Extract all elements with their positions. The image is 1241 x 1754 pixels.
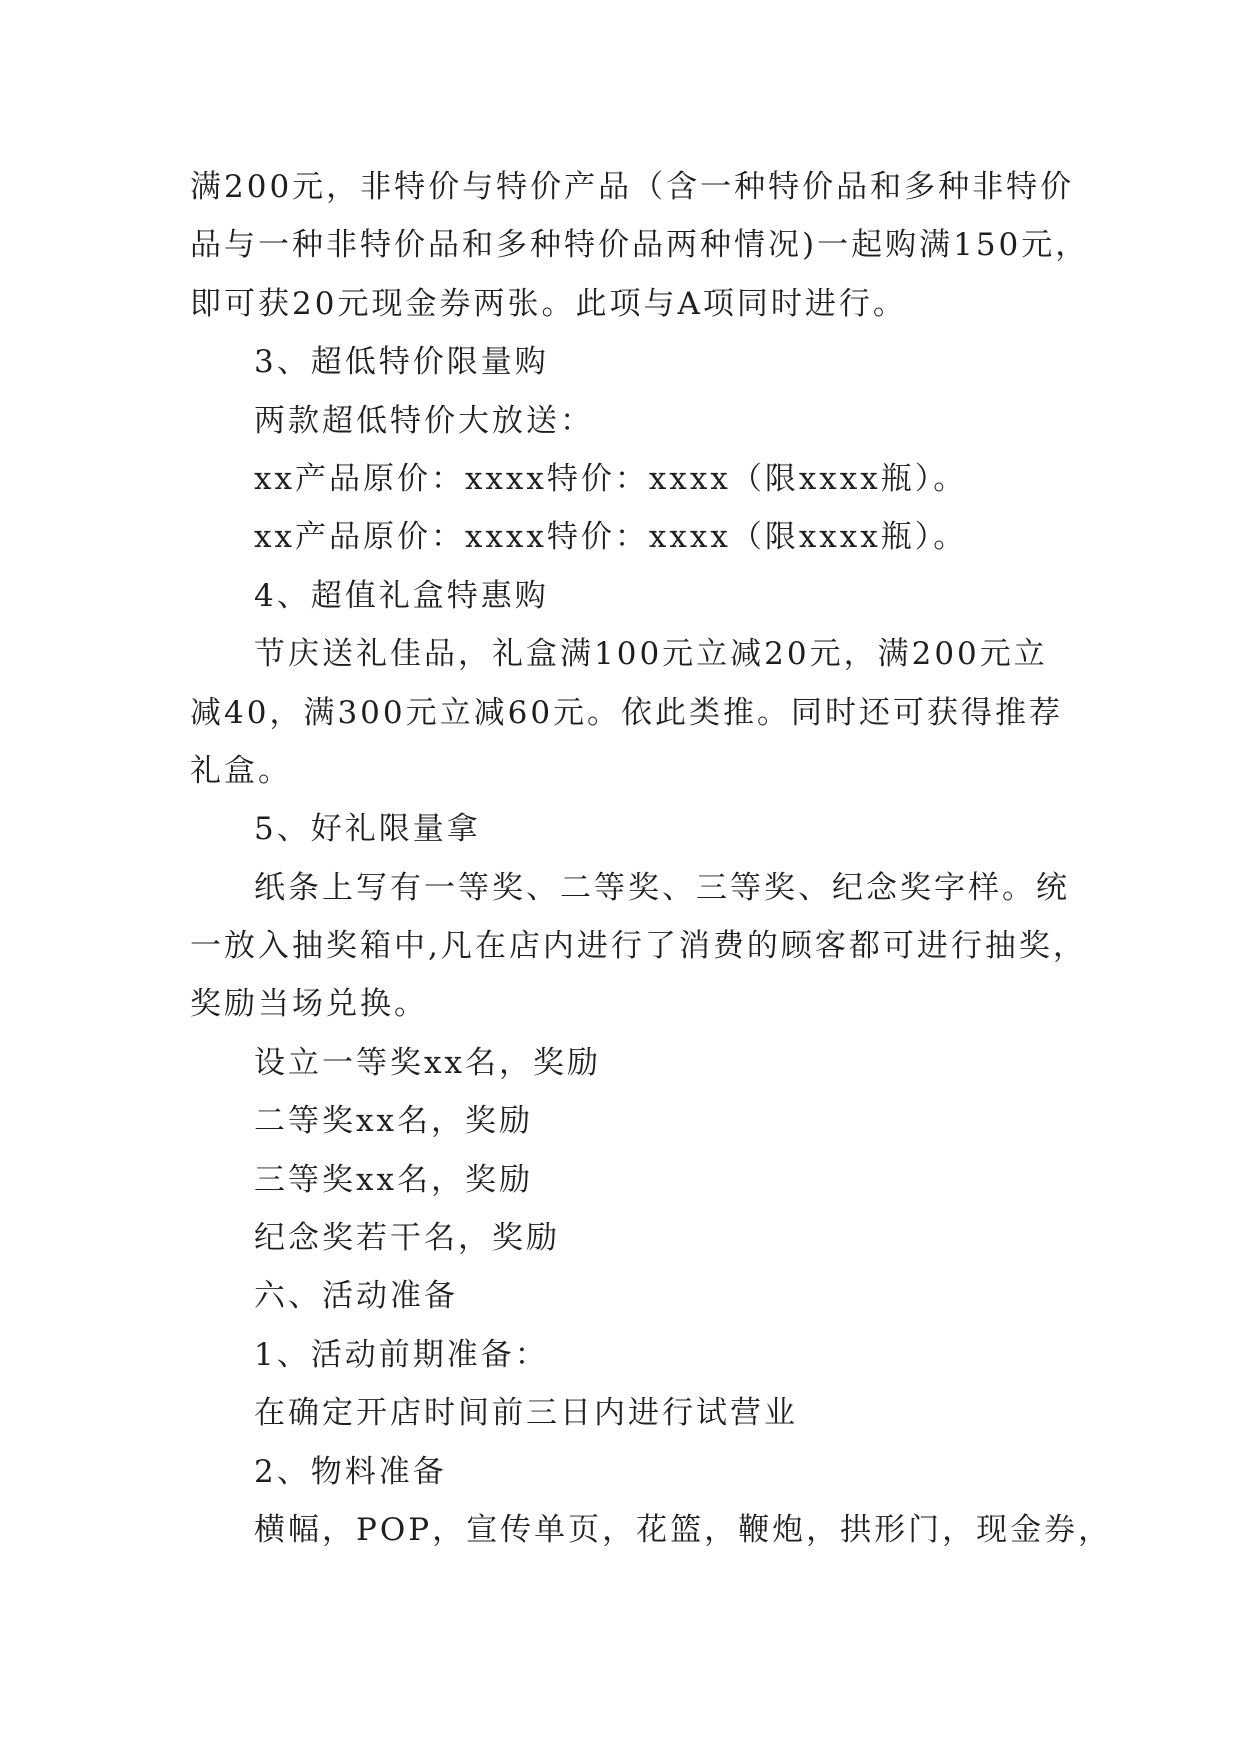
paragraph-line: 二等奖xx名，奖励 xyxy=(254,1103,533,1140)
paragraph-line: 减40，满300元立减60元。依此类推。同时还可获得推荐 xyxy=(190,694,1064,731)
paragraph-line: xx产品原价：xxxx特价：xxxx（限xxxx瓶）。 xyxy=(254,460,968,497)
paragraph-line: 即可获20元现金券两张。此项与A项同时进行。 xyxy=(190,285,907,322)
paragraph-line: xx产品原价：xxxx特价：xxxx（限xxxx瓶）。 xyxy=(254,519,968,556)
paragraph-line: 节庆送礼佳品，礼盒满100元立减20元，满200元立 xyxy=(254,636,1048,673)
section-heading: 2、物料准备 xyxy=(254,1453,447,1490)
paragraph-line: 纸条上写有一等奖、二等奖、三等奖、纪念奖字样。统 xyxy=(254,869,1070,906)
paragraph-line: 纪念奖若干名，奖励 xyxy=(254,1220,560,1257)
paragraph-line: 礼盒。 xyxy=(190,752,292,789)
section-heading: 3、超低特价限量购 xyxy=(254,344,549,381)
paragraph-line: 横幅，POP，宣传单页，花篮，鞭炮，拱形门，现金券， xyxy=(254,1511,1113,1548)
document-body xyxy=(190,158,1113,1559)
paragraph-line: 三等奖xx名，奖励 xyxy=(254,1161,533,1198)
section-heading: 1、活动前期准备： xyxy=(254,1336,549,1373)
section-heading: 5、好礼限量拿 xyxy=(254,811,481,848)
paragraph-line: 满200元，非特价与特价产品（含一种特价品和多种非特价 xyxy=(190,169,1075,205)
paragraph-line: 在确定开店时间前三日内进行试营业 xyxy=(254,1395,798,1432)
section-heading: 4、超值礼盒特惠购 xyxy=(254,577,549,614)
section-heading: 六、活动准备 xyxy=(254,1278,458,1315)
paragraph-line: 两款超低特价大放送： xyxy=(254,402,594,439)
paragraph-line: 奖励当场兑换。 xyxy=(190,986,428,1023)
paragraph-line: 一放入抽奖箱中,凡在店内进行了消费的顾客都可进行抽奖， xyxy=(190,928,1087,965)
paragraph-line: 品与一种非特价品和多种特价品两种情况)一起购满150元， xyxy=(190,227,1090,264)
paragraph-line: 设立一等奖xx名，奖励 xyxy=(254,1044,601,1081)
